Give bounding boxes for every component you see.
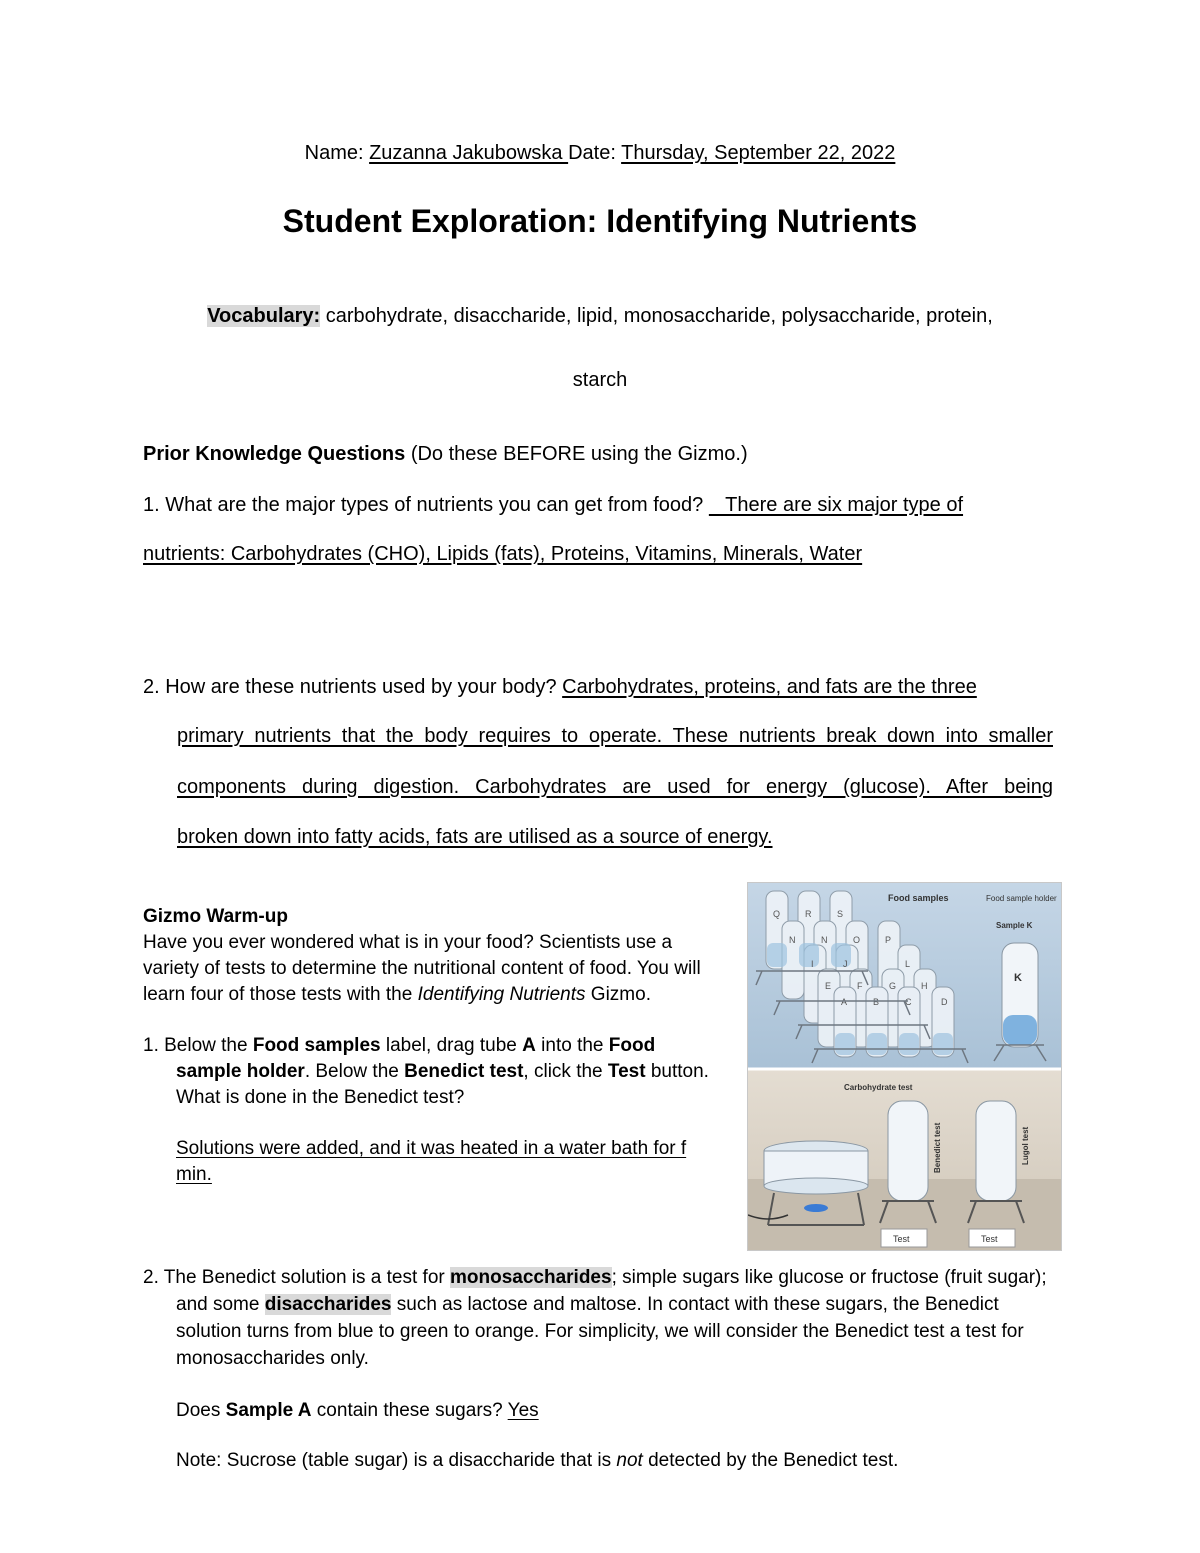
tube-k-label: K [1014,972,1022,984]
benedict-section [143,1264,1063,1474]
warmup-intro-text: Have you ever wondered what is in your food? Scientists use a variety of tests to determine the nutritional content of food. You will learn four of those tests with the [143,932,701,1005]
benedict-paragraph [143,1264,1063,1372]
tube-letter: C [905,997,912,1007]
benedict-test-tube [888,1101,928,1201]
benedict-test-button-label: Test [893,1234,910,1244]
sucrose-note [143,1447,1063,1474]
prior-knowledge-heading [143,443,748,466]
lugol-test-tube [976,1101,1016,1201]
answer-2-part2: primary nutrients that the body requires to operate. These nutrients break down into smaller [177,725,1053,747]
vocabulary-label: Vocabulary: [207,305,321,327]
carbohydrate-test-label: Carbohydrate test [844,1083,913,1092]
prior-knowledge-title: Prior Knowledge Questions [143,443,406,465]
tube-letter: N [789,935,796,945]
name-value: Zuzanna Jakubowska [369,142,569,164]
sample-k-label: Sample K [996,921,1033,930]
tube-letter: O [853,935,861,945]
step-1-text-f: button. What is done in the Benedict test? [176,1061,709,1108]
monosaccharides-term: monosaccharides [450,1267,612,1288]
tube-letter: G [889,981,897,991]
sucrose-note-emphasis: not [616,1450,643,1471]
tube-letter: H [921,981,928,991]
answer-2-part4: broken down into fatty acids, fats are utilised as a source of energy. [177,826,773,848]
food-samples-label: Food samples [888,893,949,903]
step-1-tube-a: A [522,1035,536,1056]
date-value: Thursday, September 22, 2022 [621,142,896,164]
sample-a-term: Sample A [225,1400,312,1421]
question-1 [143,494,963,517]
date-label: Date: [568,142,622,164]
step-1-text-e: , click the [523,1061,608,1082]
sample-a-answer: Yes [507,1400,539,1421]
warmup-section [143,904,723,1188]
tube-letter: S [837,909,844,919]
question-2-text: 2. How are these nutrients used by your body? [143,676,563,698]
step-1-benedict: Benedict test [404,1061,524,1082]
tube-letter: Q [773,909,781,919]
lugol-test-button-label: Test [981,1234,998,1244]
sucrose-note-text-a: Note: Sucrose (table sugar) is a disaccharide that is [176,1450,617,1471]
step-1-holder: Food sample holder [176,1035,656,1082]
step-1-text-c: into the [535,1035,609,1056]
disaccharides-term: disaccharides [264,1294,392,1315]
tube-letter: A [841,997,848,1007]
step-1-text-b: label, drag tube [380,1035,523,1056]
vocabulary-terms: carbohydrate, disaccharide, lipid, monosaccharide, polysaccharide, protein, [320,305,993,327]
page-title: Student Exploration: Identifying Nutrients [282,203,918,239]
tube-letter: B [873,997,880,1007]
vocabulary-terms-continued: starch [572,369,628,391]
tube-letter: I [811,959,814,969]
step-1-test: Test [607,1061,646,1082]
student-info-line [0,142,1200,165]
sample-a-text-a: Does [176,1400,226,1421]
step-1-food-samples: Food samples [252,1035,381,1056]
burner-flame [804,1204,828,1212]
warmup-intro-end: Gizmo. [585,984,651,1005]
tube-letter: F [857,981,863,991]
vocabulary-line [0,305,1200,328]
lugol-test-label: Lugol test [1021,1126,1030,1165]
tube-letter: E [825,981,832,991]
question-2 [143,676,1053,699]
answer-1-part2: nutrients: Carbohydrates (CHO), Lipids (fats), Proteins, Vitamins, Minerals, Water [143,543,863,565]
sample-a-question [143,1397,1063,1424]
tube-letter: L [905,959,911,969]
gizmo-screenshot [747,882,1062,1251]
tube-letter: P [885,935,892,945]
step-1-text-d: . Below the [304,1061,405,1082]
tube-letter: D [941,997,948,1007]
warmup-heading: Gizmo Warm-up [143,906,288,927]
answer-2-part3: components during digestion. Carbohydrates are used for energy (glucose). After being [177,776,1053,798]
benedict-text-c: such as lactose and maltose. In contact with these sugars, the Benedict solution turns from blue to green to orange. For simplicity, we will consider the Benedict test a test for monosaccharides only. [176,1294,1024,1369]
warmup-step-1 [143,1033,723,1111]
benedict-text-b: ; simple sugars like glucose or fructose (fruit sugar); and some [176,1267,1047,1315]
question-1-text: 1. What are the major types of nutrients you can get from food? [143,494,709,516]
holder-label: Food sample holder [986,894,1057,903]
answer-1-part1: There are six major type of [708,494,964,516]
prior-knowledge-note: (Do these BEFORE using the Gizmo.) [405,443,748,465]
answer-2-part1: Carbohydrates, proteins, and fats are the three [562,676,977,698]
name-label: Name: [304,142,370,164]
step-1-text-a: 1. Below the [143,1035,253,1056]
warmup-intro [143,930,723,1008]
gizmo-name: Identifying Nutrients [417,984,586,1005]
sample-a-text-b: contain these sugars? [311,1400,508,1421]
step-1-answer: Solutions were added, and it was heated in a water bath for f min. [176,1138,687,1185]
tube-letter: N [821,935,828,945]
benedict-text-a: 2. The Benedict solution is a test for [143,1267,450,1288]
tube-letter: R [805,909,812,919]
benedict-test-label: Benedict test [933,1122,942,1173]
tube-letter: J [843,959,848,969]
gizmo-illustration [748,883,1061,1250]
sucrose-note-text-b: detected by the Benedict test. [642,1450,899,1471]
